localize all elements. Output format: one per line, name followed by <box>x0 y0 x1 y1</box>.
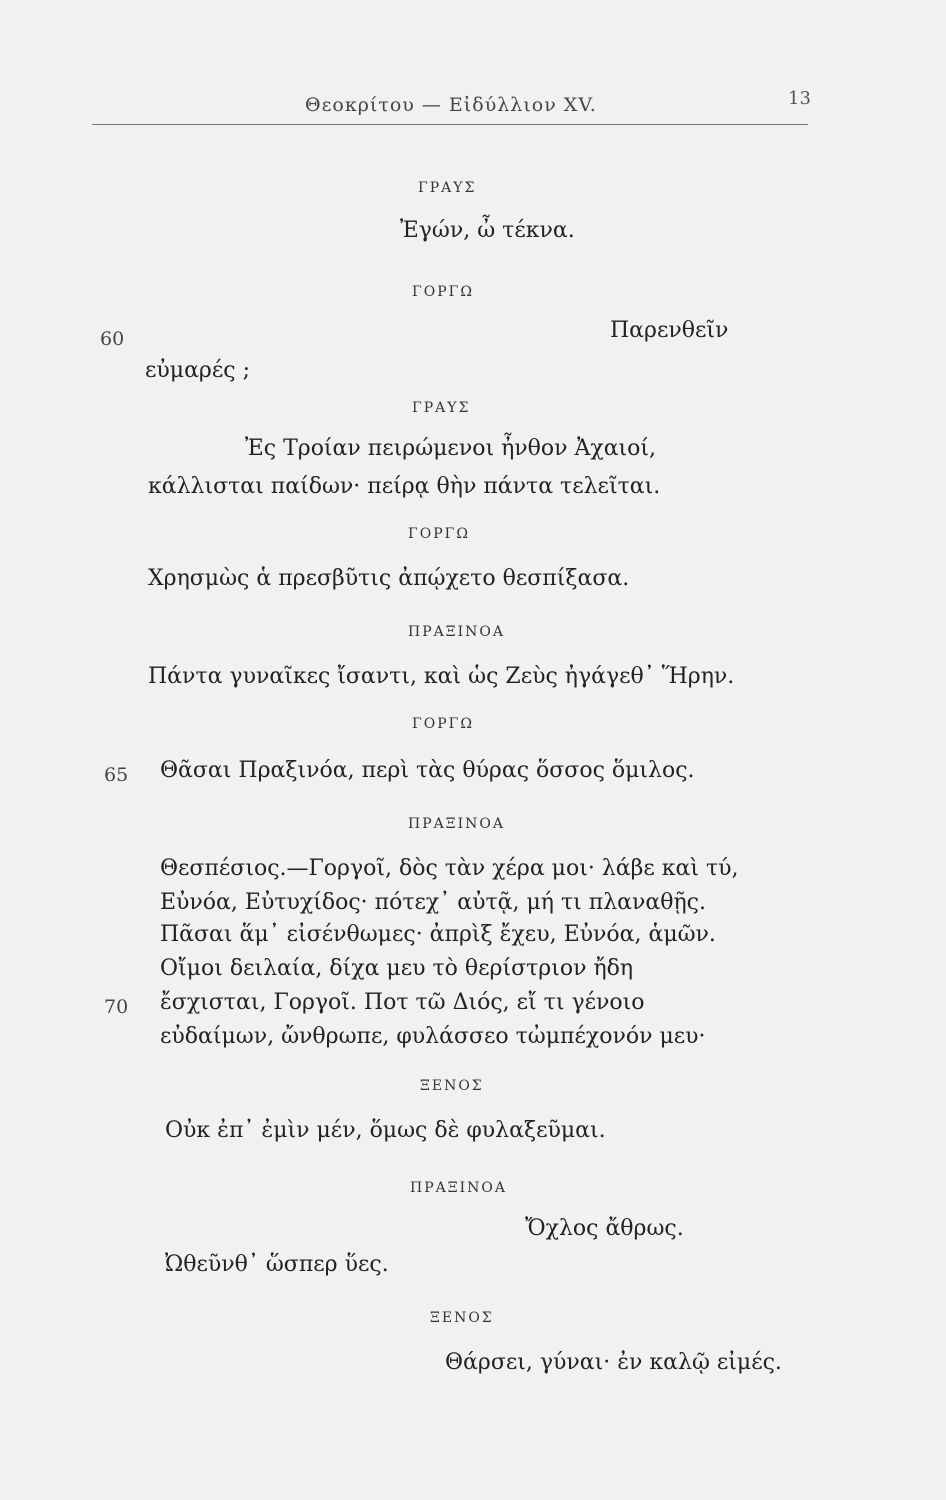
speaker-label: ΓΡΑΥΣ <box>412 400 471 416</box>
speaker-label: ΞΕΝΟΣ <box>420 1078 484 1094</box>
speaker-label: ΠΡΑΞΙΝΟΑ <box>408 624 505 640</box>
running-header: Θεοκρίτου — Εἰδύλλιον ΧV. <box>305 94 597 116</box>
verse-line: Χρησμὼς ἁ πρεσβῦτις ἀπῴχετο θεσπίξασα. <box>148 566 630 591</box>
speaker-label: ΠΡΑΞΙΝΟΑ <box>408 816 505 832</box>
verse-line: κάλλισται παίδων· πείρᾳ θὴν πάντα τελεῖται. <box>148 474 661 499</box>
speaker-label: ΓΟΡΓΩ <box>412 284 474 300</box>
verse-line: Θεσπέσιος.—Γοργοῖ, δὸς τὰν χέρα μοι· λάβε καὶ τύ, <box>160 856 739 881</box>
verse-line: εὐδαίμων, ὤνθρωπε, φυλάσσεο τὠμπέχονόν μευ· <box>160 1024 706 1049</box>
speaker-label: ΓΟΡΓΩ <box>412 716 474 732</box>
verse-line: Εὐνόα, Εὐτυχίδος· πότεχ᾽ αὐτᾷ, μή τι πλαναθῇς. <box>160 890 706 915</box>
verse-line: Πάντα γυναῖκες ἴσαντι, καὶ ὡς Ζεὺς ἠγάγεθ᾽ Ἥρην. <box>148 664 735 689</box>
speaker-label: ΠΡΑΞΙΝΟΑ <box>410 1180 507 1196</box>
verse-line: Ἐς Τροίαν πειρώμενοι ἦνθον Ἀχαιοί, <box>245 436 657 461</box>
speaker-label: ΞΕΝΟΣ <box>430 1310 494 1326</box>
verse-line: ἔσχισται, Γοργοῖ. Ποτ τῶ Διός, εἴ τι γένοιο <box>160 990 645 1015</box>
header-rule <box>92 124 808 125</box>
verse-line: εὐμαρές ; <box>145 358 250 383</box>
verse-line: Πᾶσαι ἅμ᾽ εἰσένθωμες· ἀπρὶξ ἔχευ, Εὐνόα, ἁμῶν. <box>160 922 716 947</box>
line-number: 65 <box>104 764 129 786</box>
line-number: 60 <box>100 328 125 350</box>
verse-line: Ἐγών, ὦ τέκνα. <box>400 218 575 243</box>
verse-line: Ὠθεῦνθ᾽ ὥσπερ ὕες. <box>165 1252 389 1277</box>
speaker-label: ΓΡΑΥΣ <box>418 180 477 196</box>
verse-line: Οὐκ ἐπ᾽ ἐμὶν μέν, ὅμως δὲ φυλαξεῦμαι. <box>165 1118 606 1143</box>
page-number: 13 <box>788 88 811 109</box>
verse-line: Θάρσει, γύναι· ἐν καλῷ εἰμές. <box>445 1350 782 1375</box>
verse-line: Ὄχλος ἄθρως. <box>525 1216 684 1241</box>
verse-line: Παρενθεῖν <box>610 318 729 343</box>
verse-line: Θᾶσαι Πραξινόα, περὶ τὰς θύρας ὅσσος ὅμιλος. <box>160 758 695 783</box>
speaker-label: ΓΟΡΓΩ <box>408 526 470 542</box>
line-number: 70 <box>104 996 129 1018</box>
verse-line: Οἴμοι δειλαία, δίχα μευ τὸ θερίστριον ἤδη <box>160 956 634 981</box>
